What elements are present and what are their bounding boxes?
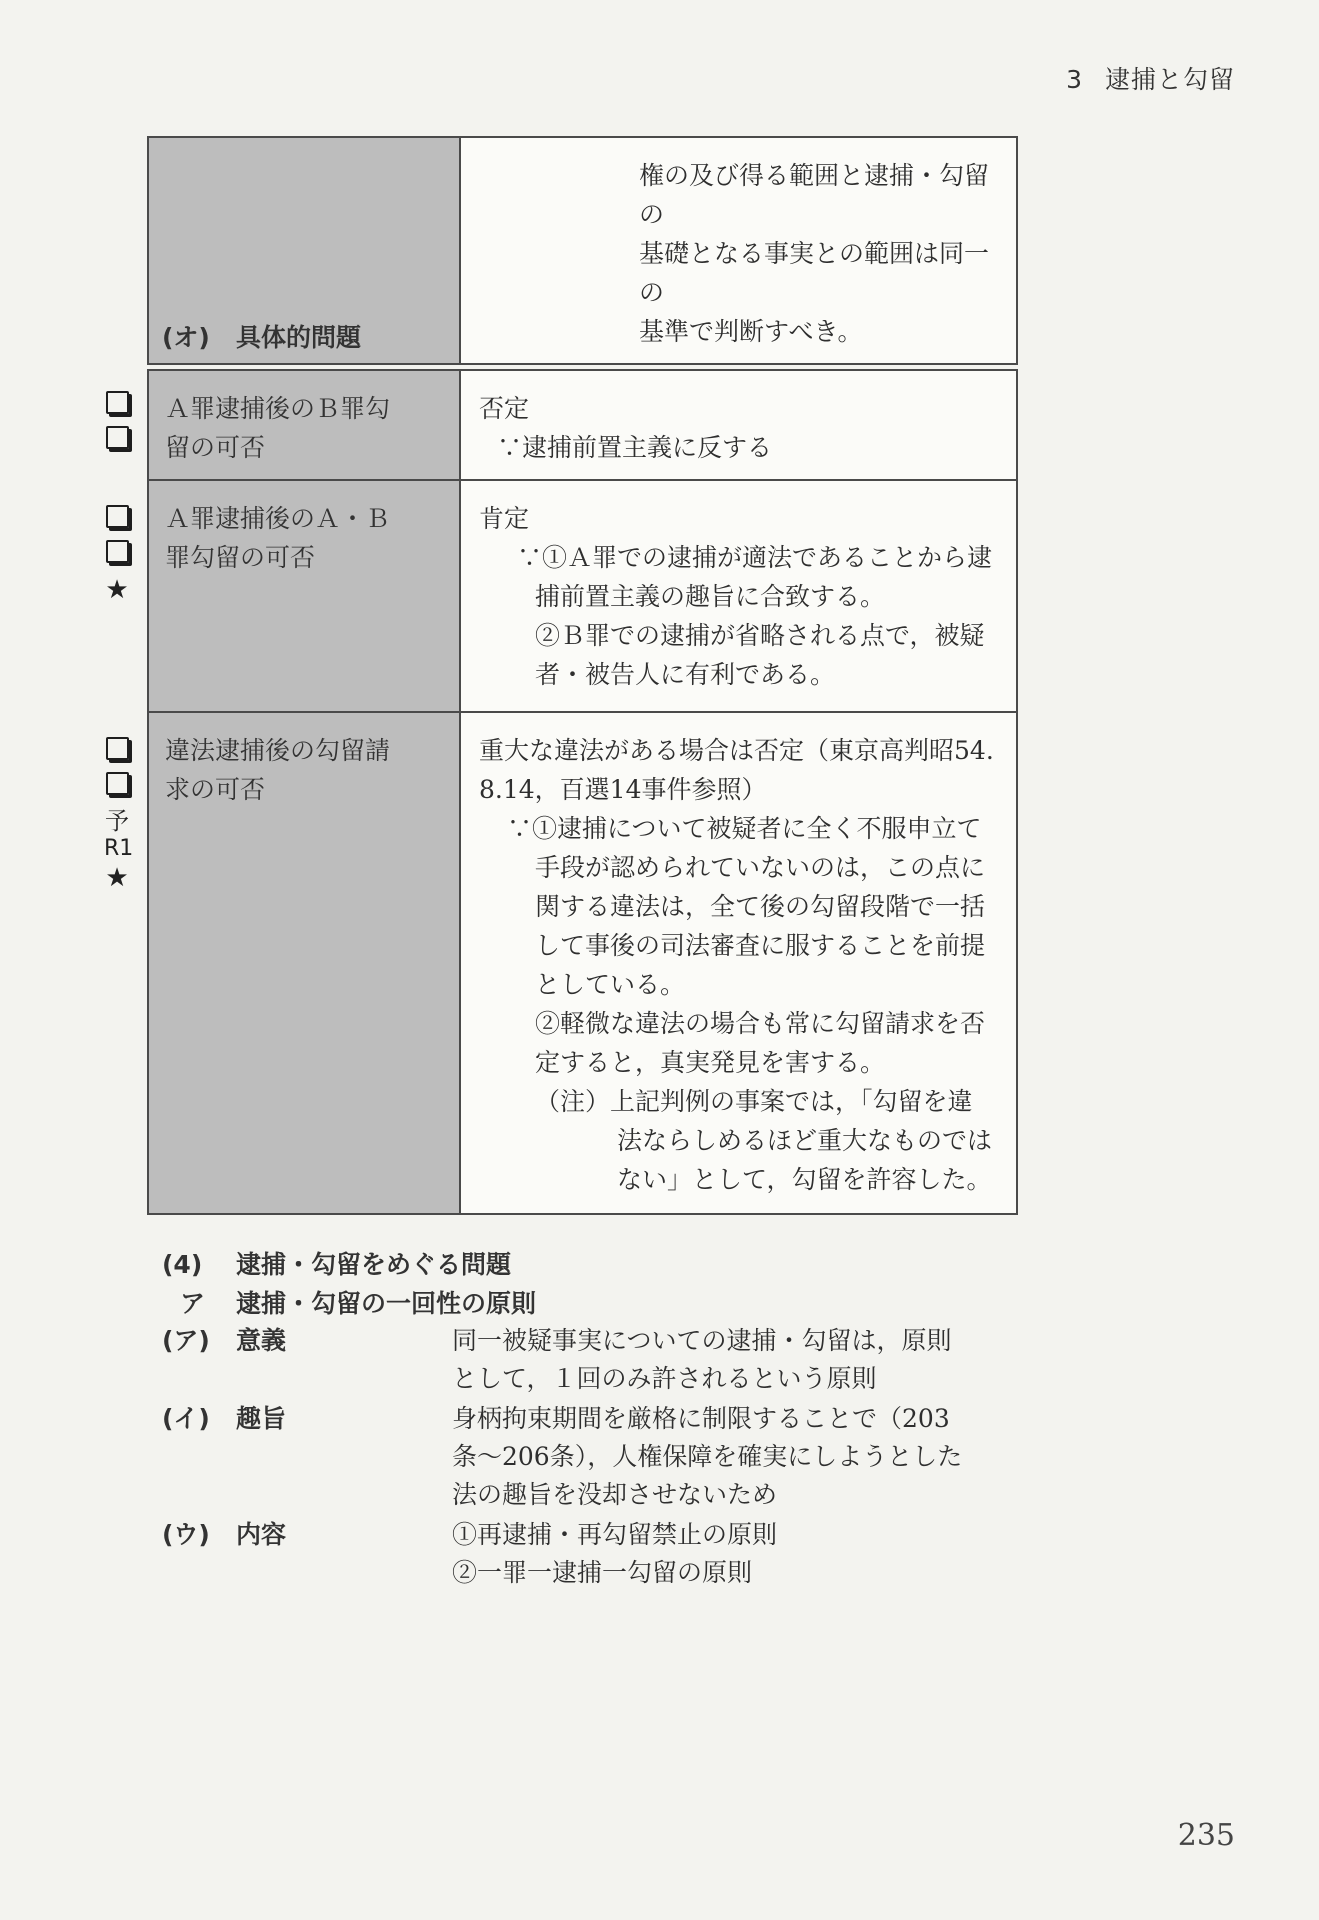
reason-1-line: 手段が認められていないのは，この点に — [535, 853, 986, 882]
text-line: 違法逮捕後の勾留請 — [165, 736, 391, 765]
reason: ∵逮捕前置主義に反する — [497, 433, 773, 462]
text-line: として，１回のみ許されるという原則 — [452, 1364, 877, 1393]
table-row — [148, 370, 1017, 480]
conclusion: 否定 — [479, 394, 530, 423]
section-heading-4 — [162, 1245, 511, 1281]
section-title: 逮捕・勾留をめぐる問題 — [236, 1250, 512, 1279]
running-header — [1066, 60, 1235, 96]
chapter-title: 逮捕と勾留 — [1104, 65, 1235, 94]
term-label: (ウ) — [162, 1520, 210, 1549]
exam-mark-yo: 予 — [105, 807, 129, 835]
definition-item — [162, 1322, 1002, 1398]
reason-2-line: 定すると，真実発見を害する。 — [535, 1048, 886, 1077]
reason-2-line: 者・被告人に有利である。 — [535, 660, 836, 689]
section-label: (オ) — [162, 323, 210, 352]
issue-cell — [148, 370, 460, 480]
section-heading-a — [180, 1284, 536, 1320]
checkbox-icon[interactable] — [106, 426, 129, 449]
reason-1-line: 捕前置主義の趣旨に合致する。 — [535, 582, 886, 611]
text-line: 留の可否 — [165, 433, 266, 462]
table1-right-cell — [460, 137, 1017, 364]
text-line: 求の可否 — [165, 775, 266, 804]
term-label: (イ) — [162, 1404, 210, 1433]
reason-2-line: ②軽微な違法の場合も常に勾留請求を否 — [535, 1009, 986, 1038]
definition-desc — [452, 1400, 1002, 1514]
section-heading-o — [162, 318, 361, 354]
term-label: (ア) — [162, 1326, 210, 1355]
note-line: （注）上記判例の事案では，「勾留を違 — [535, 1087, 973, 1116]
review-marks-row1 — [104, 391, 130, 461]
section-title: 逮捕・勾留の一回性の原則 — [236, 1289, 537, 1318]
reason-1-line: して事後の司法審査に服することを前提 — [535, 931, 986, 960]
table-row — [148, 712, 1017, 1214]
review-marks-row3 — [104, 737, 134, 893]
text-line: Ａ罪逮捕後のＡ・Ｂ — [165, 504, 391, 533]
definition-item — [162, 1400, 1002, 1514]
star-icon: ★ — [105, 575, 129, 605]
page-number: 235 — [1177, 1818, 1235, 1853]
conclusion: 肯定 — [479, 504, 530, 533]
definition-term — [162, 1322, 452, 1398]
definitions-list — [162, 1322, 1002, 1592]
table-row — [148, 480, 1017, 712]
checkbox-icon[interactable] — [106, 505, 129, 528]
text-line: 基礎となる事実との範囲は同一の — [639, 239, 990, 307]
reason-1-line: ∵①逮捕について被疑者に全く不服申立て — [507, 814, 982, 843]
checkbox-icon[interactable] — [106, 540, 129, 563]
section-title: 具体的問題 — [236, 323, 362, 352]
checkbox-icon[interactable] — [106, 391, 129, 414]
note-line: ない」として，勾留を許容した。 — [617, 1165, 992, 1194]
definition-item — [162, 1516, 1002, 1592]
answer-cell — [460, 370, 1017, 480]
checkbox-icon[interactable] — [106, 737, 129, 760]
term-text: 趣旨 — [236, 1404, 287, 1433]
term-text: 内容 — [236, 1520, 287, 1549]
reason-1-line: ∵①Ａ罪での逮捕が適法であることから逮 — [517, 543, 993, 572]
specific-issues-table — [147, 369, 1018, 1215]
definition-desc — [452, 1322, 1002, 1398]
reason-2-line: ②Ｂ罪での逮捕が省略される点で，被疑 — [535, 621, 985, 650]
review-marks-row2 — [104, 505, 130, 605]
text-line: Ａ罪逮捕後のＢ罪勾 — [165, 394, 391, 423]
note-line: 法ならしめるほど重大なものでは — [617, 1126, 993, 1155]
answer-cell — [460, 480, 1017, 712]
text-line: 同一被疑事実についての逮捕・勾留は，原則 — [452, 1326, 952, 1355]
answer-cell — [460, 712, 1017, 1214]
issue-cell — [148, 480, 460, 712]
reason-1-line: としている。 — [535, 970, 686, 999]
definition-desc — [452, 1516, 1002, 1592]
text-line: 条～206条），人権保障を確実にしようとした — [452, 1442, 963, 1471]
definition-term — [162, 1400, 452, 1514]
checkbox-icon[interactable] — [106, 772, 129, 795]
text-line: 法の趣旨を没却させないため — [452, 1480, 778, 1509]
text-line: 身柄拘束期間を厳格に制限することで（203 — [452, 1404, 950, 1433]
star-icon: ★ — [105, 863, 129, 893]
conclusion-line: 重大な違法がある場合は否定（東京高判昭54. — [479, 736, 994, 765]
text-line: 罪勾留の可否 — [165, 543, 316, 572]
issue-cell — [148, 712, 460, 1214]
section-label: (4) — [162, 1250, 203, 1279]
term-text: 意義 — [236, 1326, 287, 1355]
exam-mark-year: R1 — [104, 836, 134, 861]
conclusion-line: 8.14，百選14事件参照） — [479, 775, 767, 804]
text-line: ①再逮捕・再勾留禁止の原則 — [452, 1520, 778, 1549]
reason-1-line: 関する違法は，全て後の勾留段階で一括 — [535, 892, 986, 921]
text-line: ②一罪一逮捕一勾留の原則 — [452, 1558, 753, 1587]
chapter-number: 3 — [1066, 65, 1083, 94]
section-label: ア — [180, 1289, 206, 1318]
text-line: 権の及び得る範囲と逮捕・勾留の — [639, 161, 990, 229]
text-line: 基準で判断すべき。 — [639, 317, 863, 346]
definition-term — [162, 1516, 452, 1592]
